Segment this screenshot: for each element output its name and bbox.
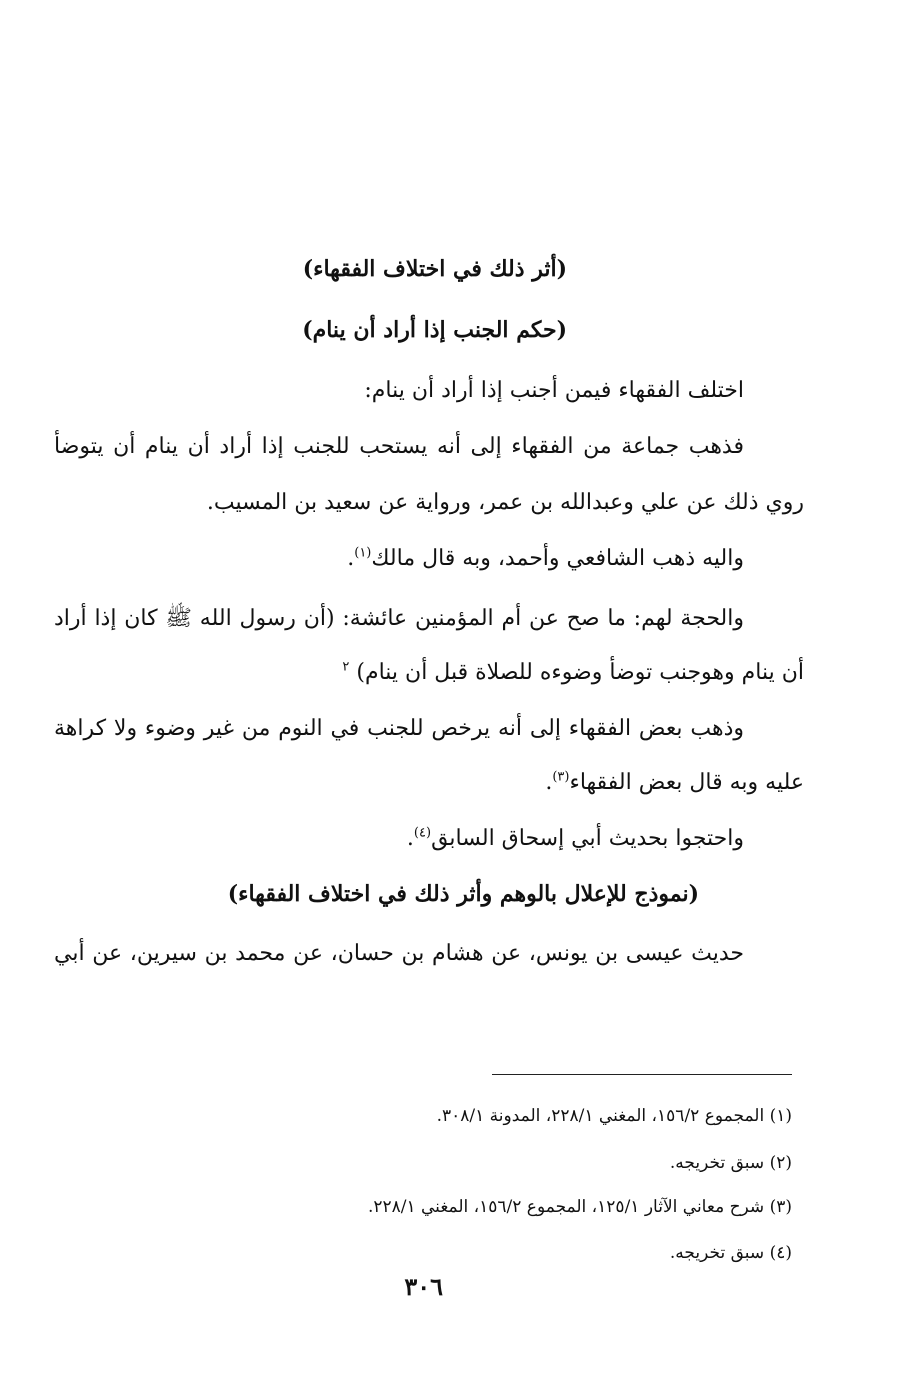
footnote-ref: (١) [354, 545, 372, 561]
footnote: (٤) سبق تخريجه. [669, 1243, 792, 1263]
paragraph-line [342, 658, 804, 688]
paragraph-text: أن ينام وهوجنب توضأ وضوءه للصلاة قبل أن ينام) [356, 660, 804, 685]
paragraph-line: والحجة لهم: ما صح عن أم المؤمنين عائشة: (أن رسول الله ﷺ كان إذا أراد [54, 606, 744, 631]
footnote: (٢) سبق تخريجه. [669, 1153, 792, 1173]
paragraph-text: عليه وبه قال بعض الفقهاء [569, 770, 804, 795]
paragraph-text: واليه ذهب الشافعي وأحمد، وبه قال مالك [371, 546, 744, 571]
punctuation: . [347, 546, 355, 571]
section-heading-effect: (أثر ذلك في اختلاف الفقهاء) [302, 256, 567, 282]
section-heading-model: (نموذج للإعلال بالوهم وأثر ذلك في اختلاف الفقهاء) [227, 881, 699, 907]
paragraph-line [545, 768, 804, 798]
paragraph-line: روي ذلك عن علي وعبدالله بن عمر، ورواية عن سعيد بن المسيب. [206, 490, 804, 515]
paragraph-line: فذهب جماعة من الفقهاء إلى أنه يستحب للجنب إذا أراد أن ينام أن يتوضأ [54, 434, 744, 459]
footnote-ref: (٤) [413, 825, 432, 841]
page-number: ٣٠٦ [404, 1272, 443, 1301]
section-heading-ruling: (حكم الجنب إذا أراد أن ينام) [302, 317, 567, 343]
footnote: (٣) شرح معاني الآثار ١٢٥/١، المجموع ١٥٦/٢، المغني ٢٢٨/١. [367, 1197, 792, 1217]
paragraph-intro: اختلف الفقهاء فيمن أجنب إذا أراد أن ينام: [364, 378, 744, 403]
footnote-ref: (٣) [552, 769, 570, 785]
paragraph-line: وذهب بعض الفقهاء إلى أنه يرخص للجنب في النوم من غير وضوء ولا كراهة [54, 716, 744, 741]
paragraph-line [407, 824, 744, 854]
footnote-ref: ٢ [342, 659, 350, 675]
footnote: (١) المجموع ١٥٦/٢، المغني ٢٢٨/١، المدونة ٣٠٨/١. [436, 1106, 792, 1126]
footnote-separator [492, 1074, 792, 1075]
paragraph-text: واحتجوا بحديث أبي إسحاق السابق [431, 826, 744, 851]
paragraph-line [347, 544, 744, 574]
punctuation: . [406, 826, 414, 851]
punctuation: . [545, 770, 553, 795]
paragraph-line: حديث عيسى بن يونس، عن هشام بن حسان، عن محمد بن سيرين، عن أبي [54, 941, 744, 966]
